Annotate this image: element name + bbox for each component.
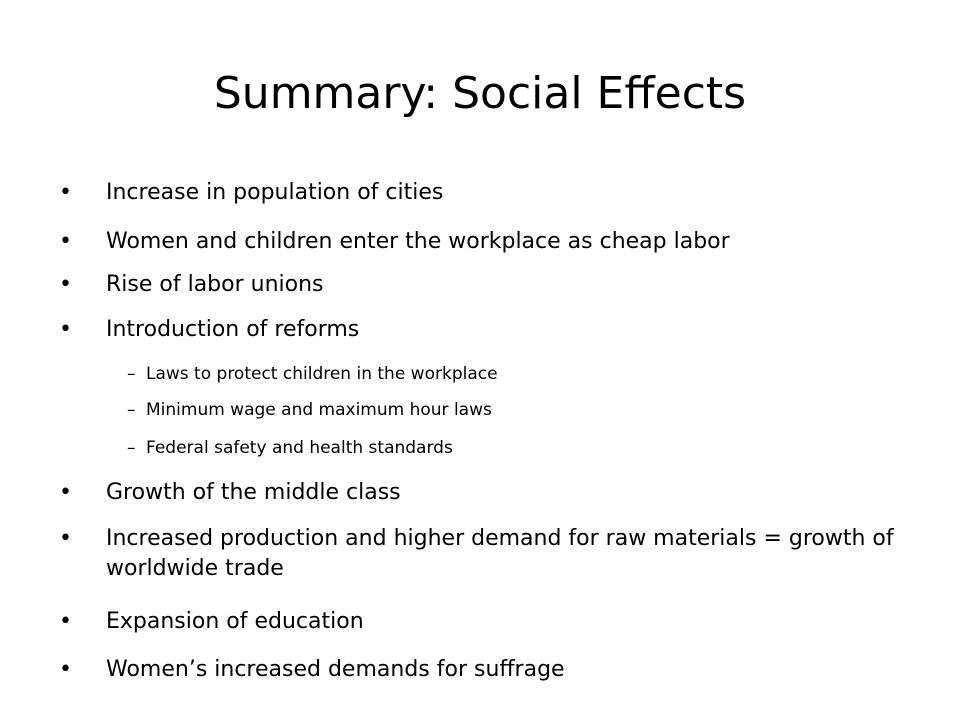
bullet-marker: • — [59, 480, 72, 505]
bullet-text: Increase in population of cities — [106, 180, 444, 205]
bullet-marker: • — [59, 526, 72, 551]
bullet-marker: • — [59, 180, 72, 205]
bullet-text: Growth of the middle class — [106, 480, 401, 505]
bullet-marker: • — [59, 229, 72, 254]
slide-title: Summary: Social Effects — [213, 68, 747, 119]
sub-bullet-marker: – — [127, 400, 136, 420]
bullet-marker: • — [59, 609, 72, 634]
bullet-marker: • — [59, 272, 72, 297]
bullet-text: Introduction of reforms — [106, 317, 360, 342]
sub-bullet-text: Minimum wage and maximum hour laws — [146, 400, 492, 420]
bullet-marker: • — [59, 657, 72, 682]
sub-bullet-marker: – — [127, 364, 136, 384]
sub-bullet-text: Laws to protect children in the workplace — [146, 364, 498, 384]
bullet-text: Rise of labor unions — [106, 272, 324, 297]
bullet-text: Increased production and higher demand for raw materials = growth of worldwide trade — [106, 526, 894, 581]
bullet-text: Women and children enter the workplace as cheap labor — [106, 229, 730, 254]
bullet-text: Women’s increased demands for suffrage — [106, 657, 565, 682]
bullet-marker: • — [59, 317, 72, 342]
bullet-text: Expansion of education — [106, 609, 364, 634]
sub-bullet-marker: – — [127, 438, 136, 458]
sub-bullet-text: Federal safety and health standards — [146, 438, 453, 458]
